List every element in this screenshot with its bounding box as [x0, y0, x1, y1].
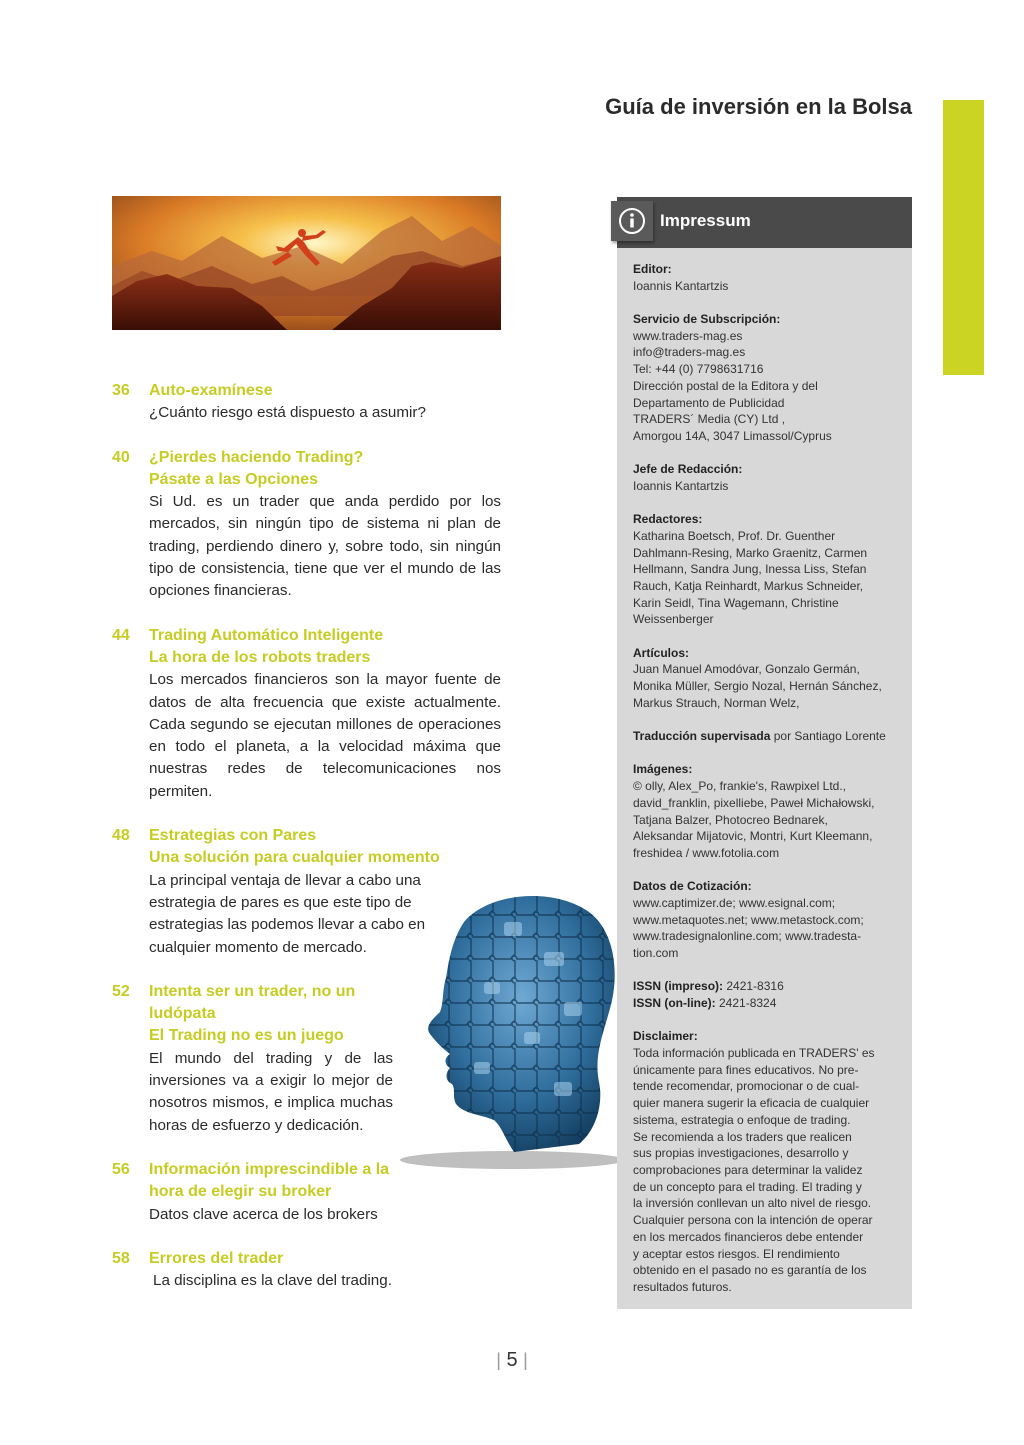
toc-heading: Información imprescindible a la hora de elegir su broker	[149, 1160, 390, 1201]
info-icon	[611, 201, 653, 241]
page-number: | 5 |	[496, 1349, 528, 1371]
impressum-label: Disclaimer:	[633, 1029, 698, 1044]
impressum-line: Markus Strauch, Norman Welz,	[633, 695, 800, 710]
impressum-box	[617, 197, 912, 1309]
toc-page-number: 40	[112, 448, 130, 466]
hero-image-jumping-man	[112, 196, 501, 330]
toc-entry[interactable]	[112, 1248, 504, 1293]
toc-page-number: 58	[112, 1249, 130, 1267]
impressum-line: Ioannis Kantartzis	[633, 278, 729, 293]
impressum-line: en los mercados financieros debe entender	[633, 1229, 864, 1244]
puzzle-head-illustration	[394, 882, 620, 1174]
toc-page-number: 56	[112, 1160, 130, 1178]
impressum-line: www.metaquotes.net; www.metastock.com;	[633, 912, 864, 927]
impressum-line: la inversión conllevan un alto nivel de riesgo.	[633, 1196, 872, 1211]
impressum-line: sus propias investigaciones, desarrollo y	[633, 1146, 849, 1161]
impressum-line: tion.com	[633, 946, 679, 961]
impressum-line: Weissenberger	[633, 612, 714, 627]
impressum-section	[633, 511, 901, 628]
impressum-line: www.tradesignalonline.com; www.tradesta-	[633, 929, 862, 944]
impressum-label: ISSN (impreso):	[633, 979, 724, 994]
impressum-line: Katharina Boetsch, Prof. Dr. Guenther	[633, 528, 836, 543]
impressum-line: resultados futuros.	[633, 1279, 732, 1294]
toc-description: El mundo del trading y de las inversiones va a exigir lo mejor de nosotros mismos, e implica muchas horas de esfuerzo y dedicación.	[149, 1049, 393, 1134]
impressum-section	[633, 461, 901, 494]
toc-heading: Errores del trader	[149, 1249, 284, 1267]
impressum-line: david_franklin, pixelliebe, Paweł Michałowski,	[633, 795, 875, 810]
impressum-value: 2421-8316	[723, 979, 784, 994]
impressum-line: Toda información publicada en TRADERS' es	[633, 1046, 875, 1061]
toc-heading: ¿Pierdes haciendo Trading?	[149, 448, 364, 466]
toc-description: Datos clave acerca de los brokers	[149, 1205, 378, 1223]
impressum-line: Rauch, Katja Reinhardt, Markus Schneider,	[633, 579, 864, 594]
impressum-label: Jefe de Redacción:	[633, 462, 743, 477]
impressum-line: tende recomendar, promocionar o de cual-	[633, 1079, 860, 1094]
toc-description: ¿Cuánto riesgo está dispuesto a asumir?	[149, 404, 426, 422]
impressum-issn-row	[633, 978, 901, 995]
toc-entry[interactable]	[112, 447, 504, 603]
toc-entry[interactable]	[112, 625, 504, 803]
impressum-line: Dirección postal de la Editora y del	[633, 378, 818, 393]
impressum-label: Editor:	[633, 262, 672, 276]
toc-heading: Estrategias con Pares	[149, 827, 317, 845]
toc-page-number: 52	[112, 982, 130, 1000]
impressum-label: Servicio de Subscripción:	[633, 312, 781, 326]
impressum-line: comprobaciones para determinar la validez	[633, 1162, 863, 1177]
impressum-line: Monika Müller, Sergio Nozal, Hernán Sánchez,	[633, 679, 882, 694]
impressum-line: Se recomienda a los traders que realicen	[633, 1129, 852, 1144]
impressum-line: Ioannis Kantartzis	[633, 478, 729, 493]
impressum-line: y aceptar estos riesgos. El rendimiento	[633, 1246, 840, 1261]
impressum-line: Departamento de Publicidad	[633, 395, 785, 410]
toc-subheading: Una solución para cualquier momento	[149, 849, 440, 867]
toc-page-number: 36	[112, 382, 130, 399]
impressum-line: Aleksandar Mijatovic, Montri, Kurt Kleemann,	[633, 829, 873, 844]
impressum-value: por Santiago Lorente	[770, 729, 886, 744]
toc-page-number: 48	[112, 827, 130, 845]
impressum-value: 2421-8324	[715, 996, 777, 1011]
toc-description: La principal ventaja de llevar a cabo una estrategia de pares es que este tipo de estrategias las podemos llevar a cabo en cualquier momento de mercado.	[149, 871, 426, 956]
impressum-line: únicamente para fines educativos. No pre-	[633, 1062, 859, 1077]
toc-description: La disciplina es la clave del trading.	[153, 1272, 392, 1290]
impressum-line: Hellmann, Sandra Jung, Inessa Liss, Stefan	[633, 562, 867, 577]
page-title: Guía de inversión en la Bolsa	[605, 94, 912, 119]
page-number-value: 5	[506, 1349, 518, 1371]
table-of-contents	[112, 380, 504, 1314]
impressum-section	[633, 978, 901, 1011]
impressum-line: sistema, estrategia o enfoque de trading.	[633, 1112, 851, 1127]
impressum-line: TRADERS´ Media (CY) Ltd ,	[633, 412, 786, 427]
impressum-line: quier manera sugerir la eficacia de cualquier	[633, 1096, 870, 1111]
impressum-issn-row	[633, 995, 901, 1012]
impressum-inline-row	[633, 728, 901, 745]
toc-description: Los mercados financieros son la mayor fuente de datos de alta frecuencia que existe actualmente. Cada segundo se ejecutan millones de operaciones en todo el planeta, a la velocidad máxima que nuestras redes de telecomunicaciones nos permiten.	[149, 671, 501, 800]
toc-page-number: 44	[112, 626, 130, 644]
impressum-label: Artículos:	[633, 645, 690, 660]
impressum-section	[633, 261, 901, 294]
impressum-line: Tel: +44 (0) 7798631716	[633, 362, 764, 377]
impressum-body	[633, 261, 901, 1312]
toc-heading: Intenta ser un trader, no un ludópata	[149, 982, 356, 1023]
impressum-section	[633, 1028, 901, 1295]
toc-entry[interactable]	[112, 380, 504, 425]
impressum-header	[617, 197, 912, 248]
impressum-line: Cualquier persona con la intención de operar	[633, 1213, 873, 1228]
impressum-line: Dahlmann-Resing, Marko Graenitz, Carmen	[633, 545, 868, 560]
impressum-line: obtenido en el pasado no es garantía de los	[633, 1263, 867, 1278]
toc-subheading: Pásate a las Opciones	[149, 470, 318, 488]
impressum-line: www.captimizer.de; www.esignal.com;	[633, 895, 836, 910]
impressum-line: Tatjana Balzer, Photocreo Bednarek,	[633, 812, 828, 827]
impressum-line: Amorgou 14A, 3047 Limassol/Cyprus	[633, 428, 832, 443]
impressum-line: www.traders-mag.es	[633, 328, 743, 343]
impressum-label: Traducción supervisada	[633, 729, 771, 744]
impressum-section	[633, 645, 901, 712]
impressum-line: info@traders-mag.es	[633, 345, 746, 360]
toc-subheading: El Trading no es un juego	[149, 1027, 344, 1045]
impressum-section	[633, 311, 901, 445]
toc-subheading: La hora de los robots traders	[149, 648, 371, 666]
impressum-section	[633, 728, 901, 745]
impressum-section	[633, 878, 901, 962]
toc-description: Si Ud. es un trader que anda perdido por los mercados, sin ningún tipo de sistema ni plan de trading, perdiendo dinero y, sobre todo, sin ningún tipo de consistencia, tiene que ver el mundo de las opciones financieras.	[149, 493, 501, 600]
impressum-line: Karin Seidl, Tina Wagemann, Christine	[633, 595, 839, 610]
impressum-line: © olly, Alex_Po, frankie's, Rawpixel Ltd.,	[633, 779, 847, 794]
impressum-label: Datos de Cotización:	[633, 879, 752, 894]
impressum-line: de un concepto para el trading. El trading y	[633, 1179, 862, 1194]
impressum-title: Impressum	[660, 211, 751, 230]
impressum-label: ISSN (on-line):	[633, 996, 716, 1011]
accent-bar	[943, 100, 984, 375]
impressum-label: Redactores:	[633, 512, 703, 527]
toc-heading: Auto-examínese	[149, 382, 273, 399]
impressum-line: Juan Manuel Amodóvar, Gonzalo Germán,	[633, 662, 860, 677]
impressum-line: freshidea / www.fotolia.com	[633, 845, 780, 860]
impressum-section	[633, 761, 901, 861]
toc-heading: Trading Automático Inteligente	[149, 626, 384, 644]
impressum-label: Imágenes:	[633, 762, 693, 777]
